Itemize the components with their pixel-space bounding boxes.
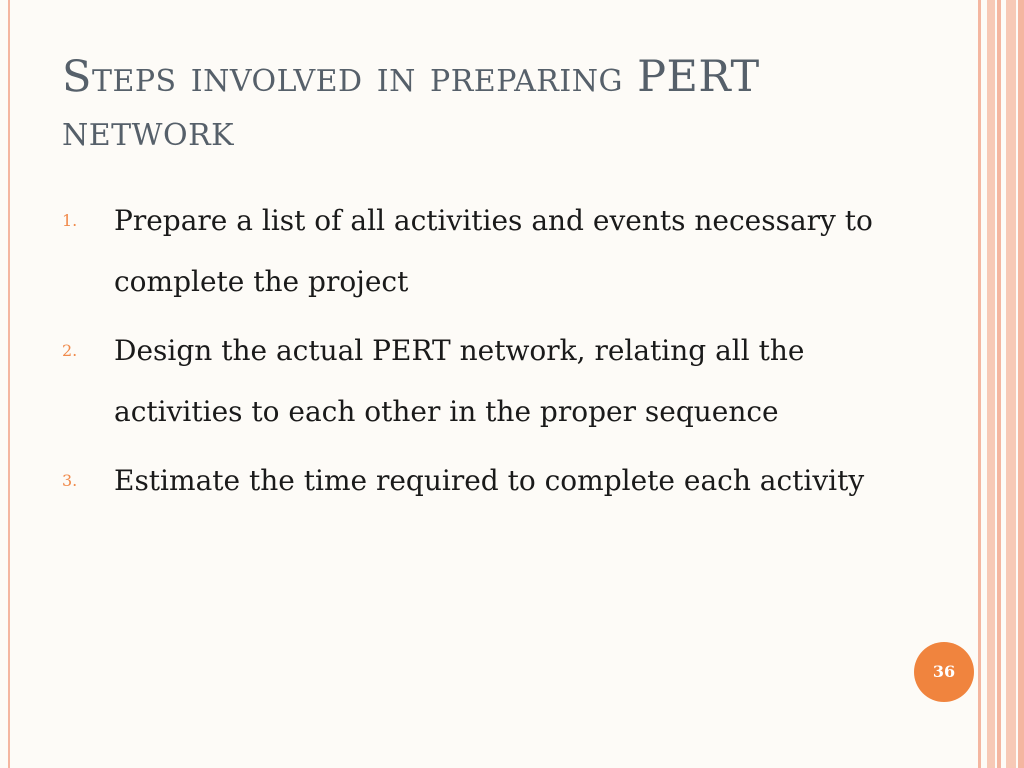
list-item (62, 320, 882, 442)
item-text: Estimate the time required to complete each activity (114, 464, 865, 497)
left-border-line (8, 0, 10, 768)
right-border-stripe (1018, 0, 1024, 768)
right-border-stripe (978, 0, 981, 768)
list-item (62, 190, 882, 312)
page-number-badge: 36 (914, 642, 974, 702)
item-text: Prepare a list of all activities and events necessary to complete the project (114, 204, 873, 298)
item-number: 3. (62, 471, 78, 490)
right-border-stripe (997, 0, 1001, 768)
item-number: 1. (62, 211, 78, 230)
list-item (62, 450, 882, 511)
slide-title: Steps involved in preparing PERT network (62, 52, 760, 156)
item-text: Design the actual PERT network, relating all the activities to each other in the proper sequence (114, 334, 805, 428)
item-number: 2. (62, 341, 78, 360)
right-border-stripe (987, 0, 995, 768)
right-border-stripe (1006, 0, 1016, 768)
steps-list (62, 190, 882, 519)
